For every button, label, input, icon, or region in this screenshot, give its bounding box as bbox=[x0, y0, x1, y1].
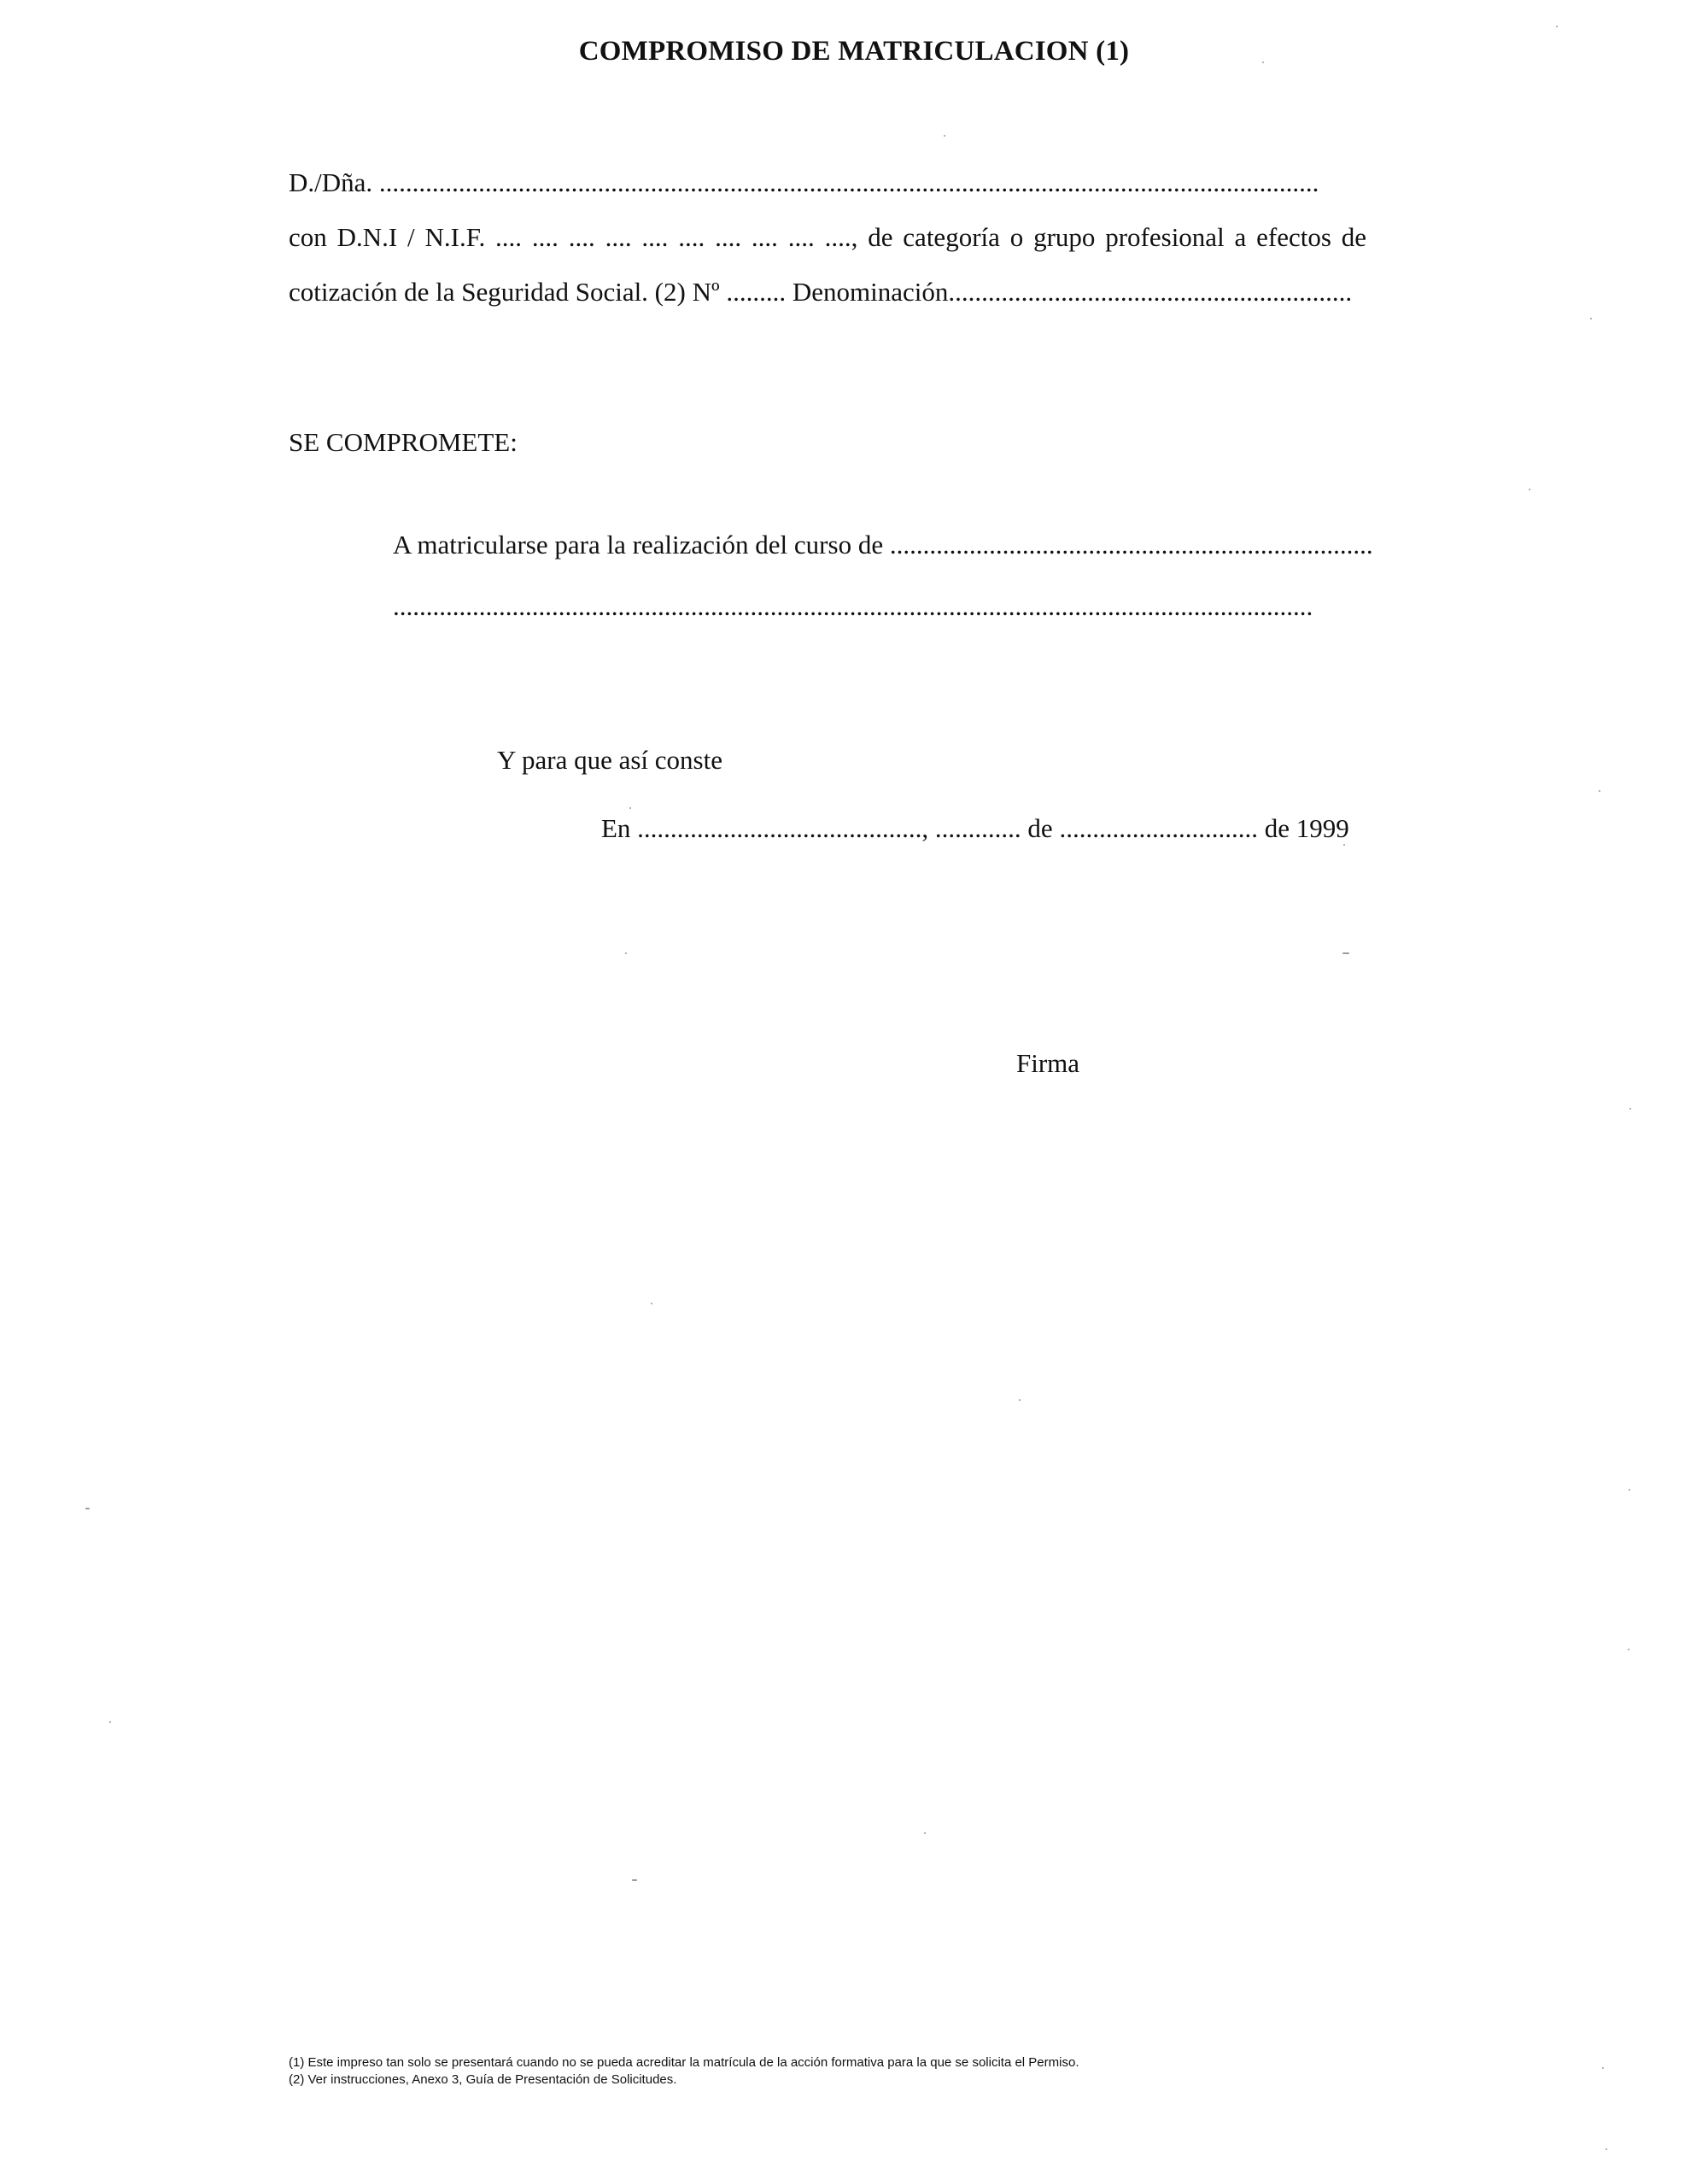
scan-speck bbox=[1343, 844, 1345, 846]
course-line-1: A matricularse para la realización del curso de ......................................................................... bbox=[393, 530, 1373, 560]
consent-line: Y para que así conste bbox=[497, 745, 722, 775]
scan-speck bbox=[1606, 2148, 1607, 2150]
scan-speck bbox=[1262, 62, 1264, 63]
footnote-2: (2) Ver instrucciones, Anexo 3, Guía de Presentación de Solicitudes. bbox=[289, 2072, 677, 2087]
course-line-2: ........................................................................................................................................... bbox=[393, 591, 1313, 621]
scan-speck bbox=[1628, 1649, 1629, 1650]
scan-speck bbox=[1019, 1399, 1021, 1401]
scan-speck bbox=[625, 952, 627, 954]
scan-speck bbox=[1602, 2067, 1604, 2069]
scan-speck bbox=[1342, 952, 1349, 954]
footnote-1: (1) Este impreso tan solo se presentará cuando no se pueda acreditar la matrícula de la acción formativa para la que se solicita el Permiso. bbox=[289, 2055, 1079, 2070]
scan-speck bbox=[1529, 489, 1530, 490]
dni-line: con D.N.I / N.I.F. .... .... .... .... .... .... .... .... .... ...., de categoría o grupo profesional a efectos de bbox=[289, 222, 1366, 252]
signature-label: Firma bbox=[1016, 1048, 1080, 1078]
scan-speck bbox=[1599, 790, 1600, 792]
scan-speck bbox=[109, 1721, 111, 1723]
place-date-line: En ..........................................., ............. de .............................. de 1999 bbox=[601, 813, 1349, 843]
scan-speck bbox=[651, 1303, 652, 1304]
cotizacion-line: cotización de la Seguridad Social. (2) Nº ......... Denominación............................................................. bbox=[289, 277, 1353, 307]
scan-speck bbox=[1629, 1489, 1630, 1491]
scan-speck bbox=[924, 1832, 926, 1834]
scan-speck bbox=[1556, 26, 1558, 27]
footnotes bbox=[289, 2054, 1079, 2089]
form-title: COMPROMISO DE MATRICULACION (1) bbox=[578, 36, 1130, 67]
scan-speck bbox=[632, 1879, 637, 1881]
scan-speck bbox=[1590, 318, 1592, 319]
scan-speck bbox=[629, 807, 631, 809]
scan-speck bbox=[85, 1508, 90, 1509]
name-line: D./Dña. .............................................................................................................................................. bbox=[289, 167, 1319, 197]
commitment-heading: SE COMPROMETE: bbox=[289, 427, 518, 457]
scan-speck bbox=[1629, 1108, 1631, 1110]
scan-speck bbox=[944, 135, 945, 137]
